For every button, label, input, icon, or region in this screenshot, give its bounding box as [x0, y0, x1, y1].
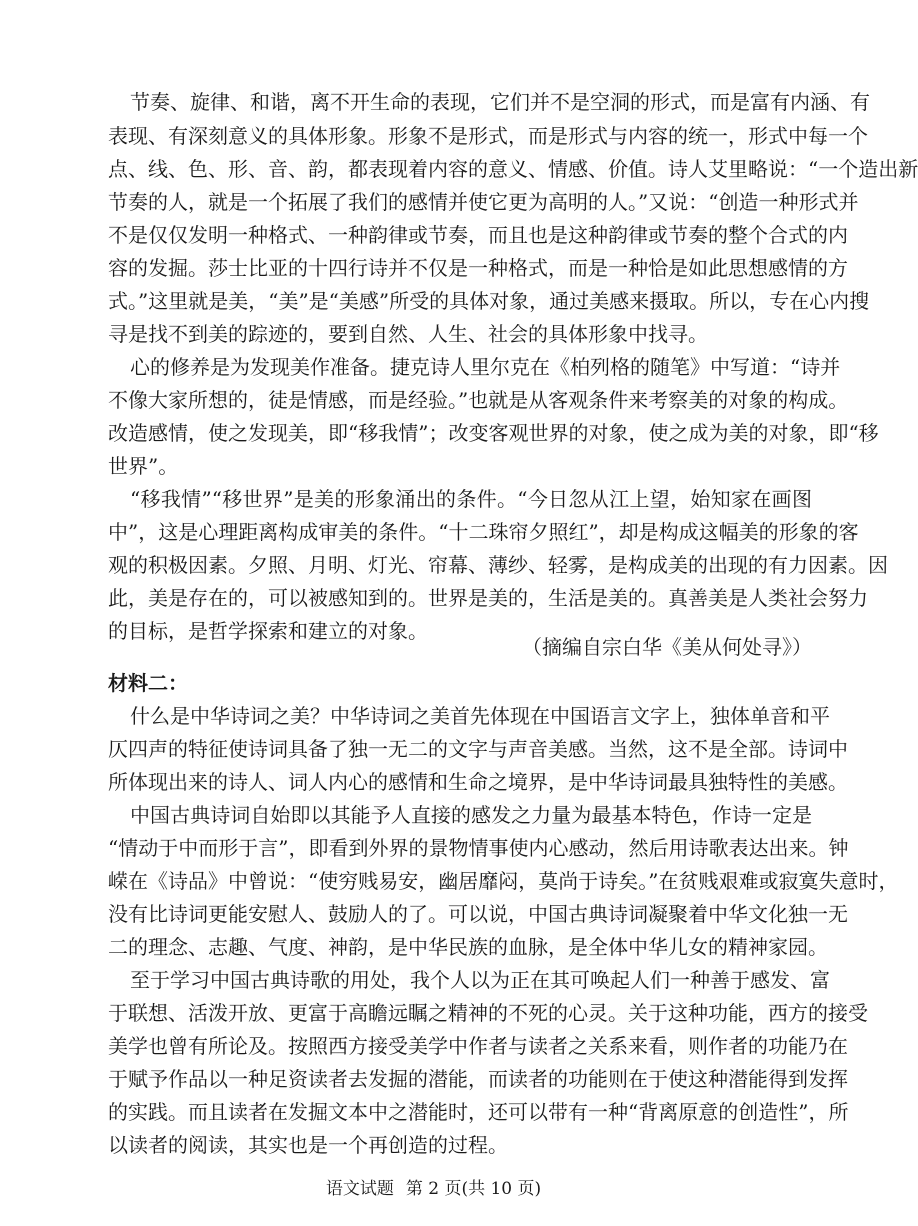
page-footer [0, 1177, 867, 1201]
text-line: 所体现出来的诗人、词人内心的感情和生命之境界，是中华诗词最具独特性的美感。 [108, 770, 848, 794]
text-line: 美学也曾有所论及。按照西方接受美学中作者与读者之关系来看，则作者的功能乃在 [108, 1034, 848, 1058]
text-line: 中国古典诗词自始即以其能予人直接的感发之力量为最基本特色，作诗一定是 [130, 803, 812, 827]
text-line: 观的积极因素。夕照、月明、灯光、帘幕、薄纱、轻雾，是构成美的出现的有力因素。因 [108, 553, 888, 577]
footer-subject: 语文试题 [325, 1179, 394, 1199]
text-line: 节奏、旋律、和谐，离不开生命的表现，它们并不是空洞的形式，而是富有内涵、有 [130, 90, 870, 114]
text-line: 寻是找不到美的踪迹的，要到自然、人生、社会的具体形象中找寻。 [108, 322, 708, 346]
text-line: 于赋予作品以一种足资读者去发掘的潜能，而读者的功能则在于使这种潜能得到发挥 [108, 1067, 848, 1091]
text-line: 式。”这里就是美，“美”是“美感”所受的具体对象，通过美感来摄取。所以，专在心内搜 [108, 289, 870, 313]
text-line: 于联想、活泼开放、更富于高瞻远瞩之精神的不死的心灵。关于这种功能，西方的接受 [108, 1001, 868, 1025]
text-line: “移我情”“移世界”是美的形象涌出的条件。“今日忽从江上望，始知家在画图 [130, 487, 812, 511]
text-line: 至于学习中国古典诗歌的用处，我个人以为正在其可唤起人们一种善于感发、富 [130, 968, 830, 992]
text-line: 节奏的人，就是一个拓展了我们的感情并使它更为高明的人。”又说：“创造一种形式并 [108, 190, 859, 214]
footer-page-number: 第 2 页(共 10 页) [405, 1179, 542, 1199]
text-line: 世界”。 [108, 454, 179, 478]
text-line: 表现、有深刻意义的具体形象。形象不是形式，而是形式与内容的统一，形式中每一个 [108, 124, 868, 148]
text-line: 二的理念、志趣、气度、神韵，是中华民族的血脉，是全体中华儿女的精神家园。 [108, 935, 828, 959]
text-line: 点、线、色、形、音、韵，都表现着内容的意义、情感、价值。诗人艾里略说：“一个造出新 [108, 157, 918, 181]
text-line: 不像大家所想的，徒是情感，而是经验。”也就是从客观条件来考察美的对象的构成。 [108, 388, 849, 412]
text-line: 没有比诗词更能安慰人、鼓励人的了。可以说，中国古典诗词凝聚着中华文化独一无 [108, 902, 848, 926]
text-line: 什么是中华诗词之美？中华诗词之美首先体现在中国语言文字上，独体单音和平 [130, 704, 830, 728]
text-line: 的目标，是哲学探索和建立的对象。 [108, 619, 428, 643]
text-line: 改造感情，使之发现美，即“移我情”；改变客观世界的对象，使之成为美的对象，即“移 [108, 421, 879, 445]
text-line: 此，美是存在的，可以被感知到的。世界是美的，生活是美的。真善美是人类社会努力 [108, 586, 868, 610]
text-line: 不是仅仅发明一种格式、一种韵律或节奏，而且也是这种韵律或节奏的整个合式的内 [108, 223, 848, 247]
text-line: 中”，这是心理距离构成审美的条件。“十二珠帘夕照红”，却是构成这幅美的形象的客 [108, 520, 859, 544]
text-line: 心的修养是为发现美作准备。捷克诗人里尔克在《柏列格的随笔》中写道：“诗并 [130, 355, 841, 379]
source-citation: （摘编自宗白华《美从何处寻》） [522, 635, 812, 659]
text-line: 仄四声的特征使诗词具备了独一无二的文字与声音美感。当然，这不是全部。诗词中 [108, 737, 848, 761]
text-line: 的实践。而且读者在发掘文本中之潜能时，还可以带有一种“背离原意的创造性”，所 [108, 1100, 849, 1124]
text-line: “情动于中而形于言”，即看到外界的景物情事使内心感动，然后用诗歌表达出来。钟 [108, 836, 849, 860]
text-line: 容的发掘。莎士比亚的十四行诗并不仅是一种格式，而是一种恰是如此思想感情的方 [108, 256, 848, 280]
section-heading: 材料二： [108, 671, 188, 695]
text-line: 以读者的阅读，其实也是一个再创造的过程。 [108, 1133, 508, 1157]
text-line: 嵘在《诗品》中曾说：“使穷贱易安，幽居靡闷，莫尚于诗矣。”在贫贱艰难或寂寞失意时， [108, 869, 899, 893]
